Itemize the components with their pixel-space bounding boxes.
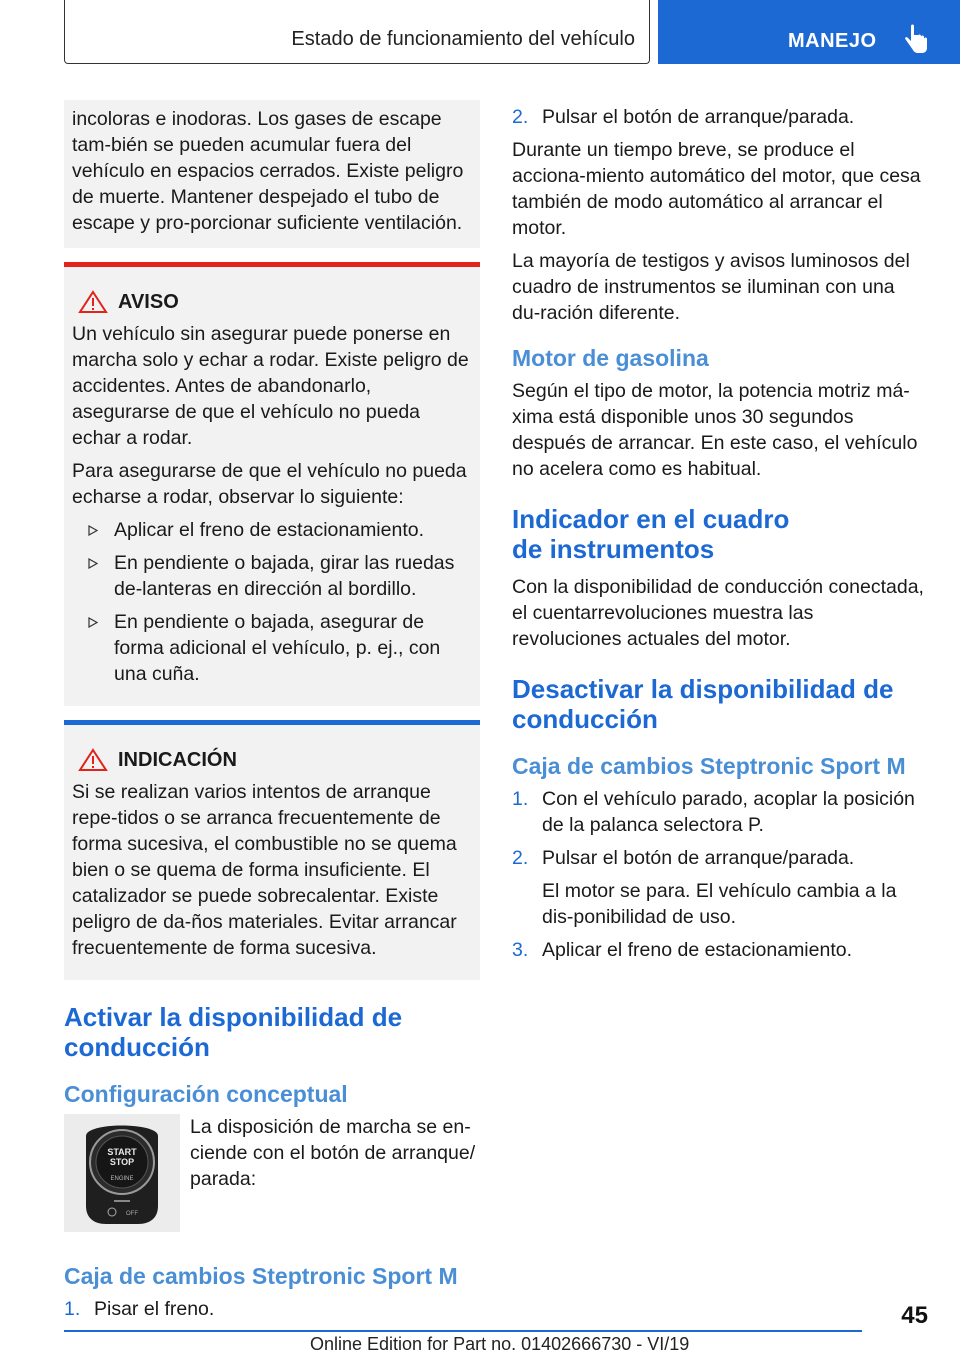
start-stop-button-image	[64, 1114, 180, 1232]
concept-block	[64, 1114, 480, 1232]
right-paragraph-1: Durante un tiempo breve, se produce el acciona-miento automático del motor, que cesa también de modo automático al arrancar el motor.	[512, 139, 921, 239]
aviso-bullet-list	[72, 517, 472, 687]
header-section-box	[64, 0, 650, 64]
intro-box	[64, 100, 480, 248]
footer-divider	[64, 1330, 862, 1332]
triangle-bullet-icon	[88, 617, 98, 628]
header-section-title: Estado de funcionamiento del vehículo	[291, 28, 635, 50]
page-number: 45	[901, 1302, 928, 1329]
heading-indicador: Indicador en el cuadro de instrumentos	[512, 504, 790, 564]
list-item: 3. Aplicar el freno de estacionamiento.	[512, 939, 853, 961]
left-steps-list	[64, 1296, 480, 1322]
list-item: 1. Con el vehículo parado, acoplar la posición de la palanca selectora P.	[512, 788, 915, 836]
triangle-bullet-icon	[88, 525, 98, 536]
config-text: La disposición de marcha se en-ciende con el botón de arranque/ parada:	[190, 1116, 476, 1190]
header-tab-label: MANEJO	[788, 30, 877, 52]
right-column	[512, 104, 928, 970]
motor-text: Según el tipo de motor, la potencia motriz má-xima está disponible unos 30 segundos después de arrancar. En este caso, el vehículo no acelera como es habitual.	[512, 380, 918, 480]
heading-desactivar: Desactivar la disponibilidad de conducción	[512, 674, 894, 734]
aviso-notice	[64, 262, 480, 706]
step-subnote: El motor se para. El vehículo cambia a la dis-ponibilidad de uso.	[542, 880, 897, 928]
aviso-paragraph-1: Un vehículo sin asegurar puede ponerse en marcha solo y echar a rodar. Existe peligro de accidentes. Antes de abandonarlo, asegurarse de que el vehículo no pueda echar a rodar.	[72, 323, 469, 449]
indicador-text: Con la disponibilidad de conducción conectada, el cuentarrevoluciones muestra las revoluciones actuales del motor.	[512, 576, 924, 650]
hand-pointer-icon	[902, 24, 930, 56]
list-item: En pendiente o bajada, girar las ruedas de-lanteras en dirección al bordillo.	[72, 550, 472, 602]
aviso-paragraph-2: Para asegurarse de que el vehículo no pueda echarse a rodar, observar lo siguiente:	[72, 460, 467, 508]
indicacion-title: INDICACIÓN	[118, 749, 237, 771]
heading-configuracion: Configuración conceptual	[64, 1081, 348, 1107]
list-item: Aplicar el freno de estacionamiento.	[72, 517, 472, 543]
start-stop-button-photo	[64, 1114, 180, 1232]
warning-triangle-icon	[78, 748, 108, 772]
warning-triangle-icon	[78, 290, 108, 314]
list-item: 2. Pulsar el botón de arranque/parada.	[512, 106, 855, 128]
indicacion-notice	[64, 720, 480, 980]
button-label-engine: ENGINE	[110, 1176, 134, 1182]
right-steps-list	[512, 786, 928, 963]
right-paragraph-2: La mayoría de testigos y avisos luminosos del cuadro de instrumentos se iluminan con una du-ración diferente.	[512, 250, 910, 324]
indicacion-header	[72, 747, 472, 773]
button-label-stop: STOP	[109, 1157, 135, 1167]
button-label-start: START	[107, 1147, 137, 1157]
aviso-title: AVISO	[118, 291, 179, 313]
aviso-header	[72, 289, 472, 315]
intro-text: incoloras e inodoras. Los gases de escape tam-bién se pueden acumular fuera del vehículo en espacios cerrados. Existe peligro de muerte. Mantener despejado el tubo de escape y pro-porcionar suficiente ventilación.	[72, 108, 464, 234]
heading-caja-left: Caja de cambios Steptronic Sport M	[64, 1263, 458, 1289]
button-label-off: OFF	[126, 1211, 138, 1217]
left-column	[64, 100, 480, 1329]
indicacion-paragraph: Si se realizan varios intentos de arranque repe-tidos o se arranca frecuentemente de forma sucesiva, el combustible no se quema bien o se quema de forma insuficiente. El catalizador se puede sobrecalentar. Existe peligro de da-ños materiales. Evitar arrancar frecuentemente de forma sucesiva.	[72, 781, 457, 959]
footer-edition: Online Edition for Part no. 01402666730 - VI/19	[310, 1334, 690, 1354]
header-chapter-tab[interactable]	[658, 0, 960, 64]
list-item: En pendiente o bajada, asegurar de forma adicional el vehículo, p. ej., con una cuña.	[72, 609, 472, 687]
heading-activar: Activar la disponibilidad de conducción	[64, 1002, 403, 1062]
list-item: 1. Pisar el freno.	[64, 1298, 215, 1320]
heading-motor-gasolina: Motor de gasolina	[512, 345, 709, 371]
list-item: 2. Pulsar el botón de arranque/parada. El motor se para. El vehículo cambia a la dis-ponibilidad de uso.	[512, 845, 928, 930]
right-continued-steps	[512, 104, 928, 130]
triangle-bullet-icon	[88, 558, 98, 569]
heading-caja-right: Caja de cambios Steptronic Sport M	[512, 753, 906, 779]
